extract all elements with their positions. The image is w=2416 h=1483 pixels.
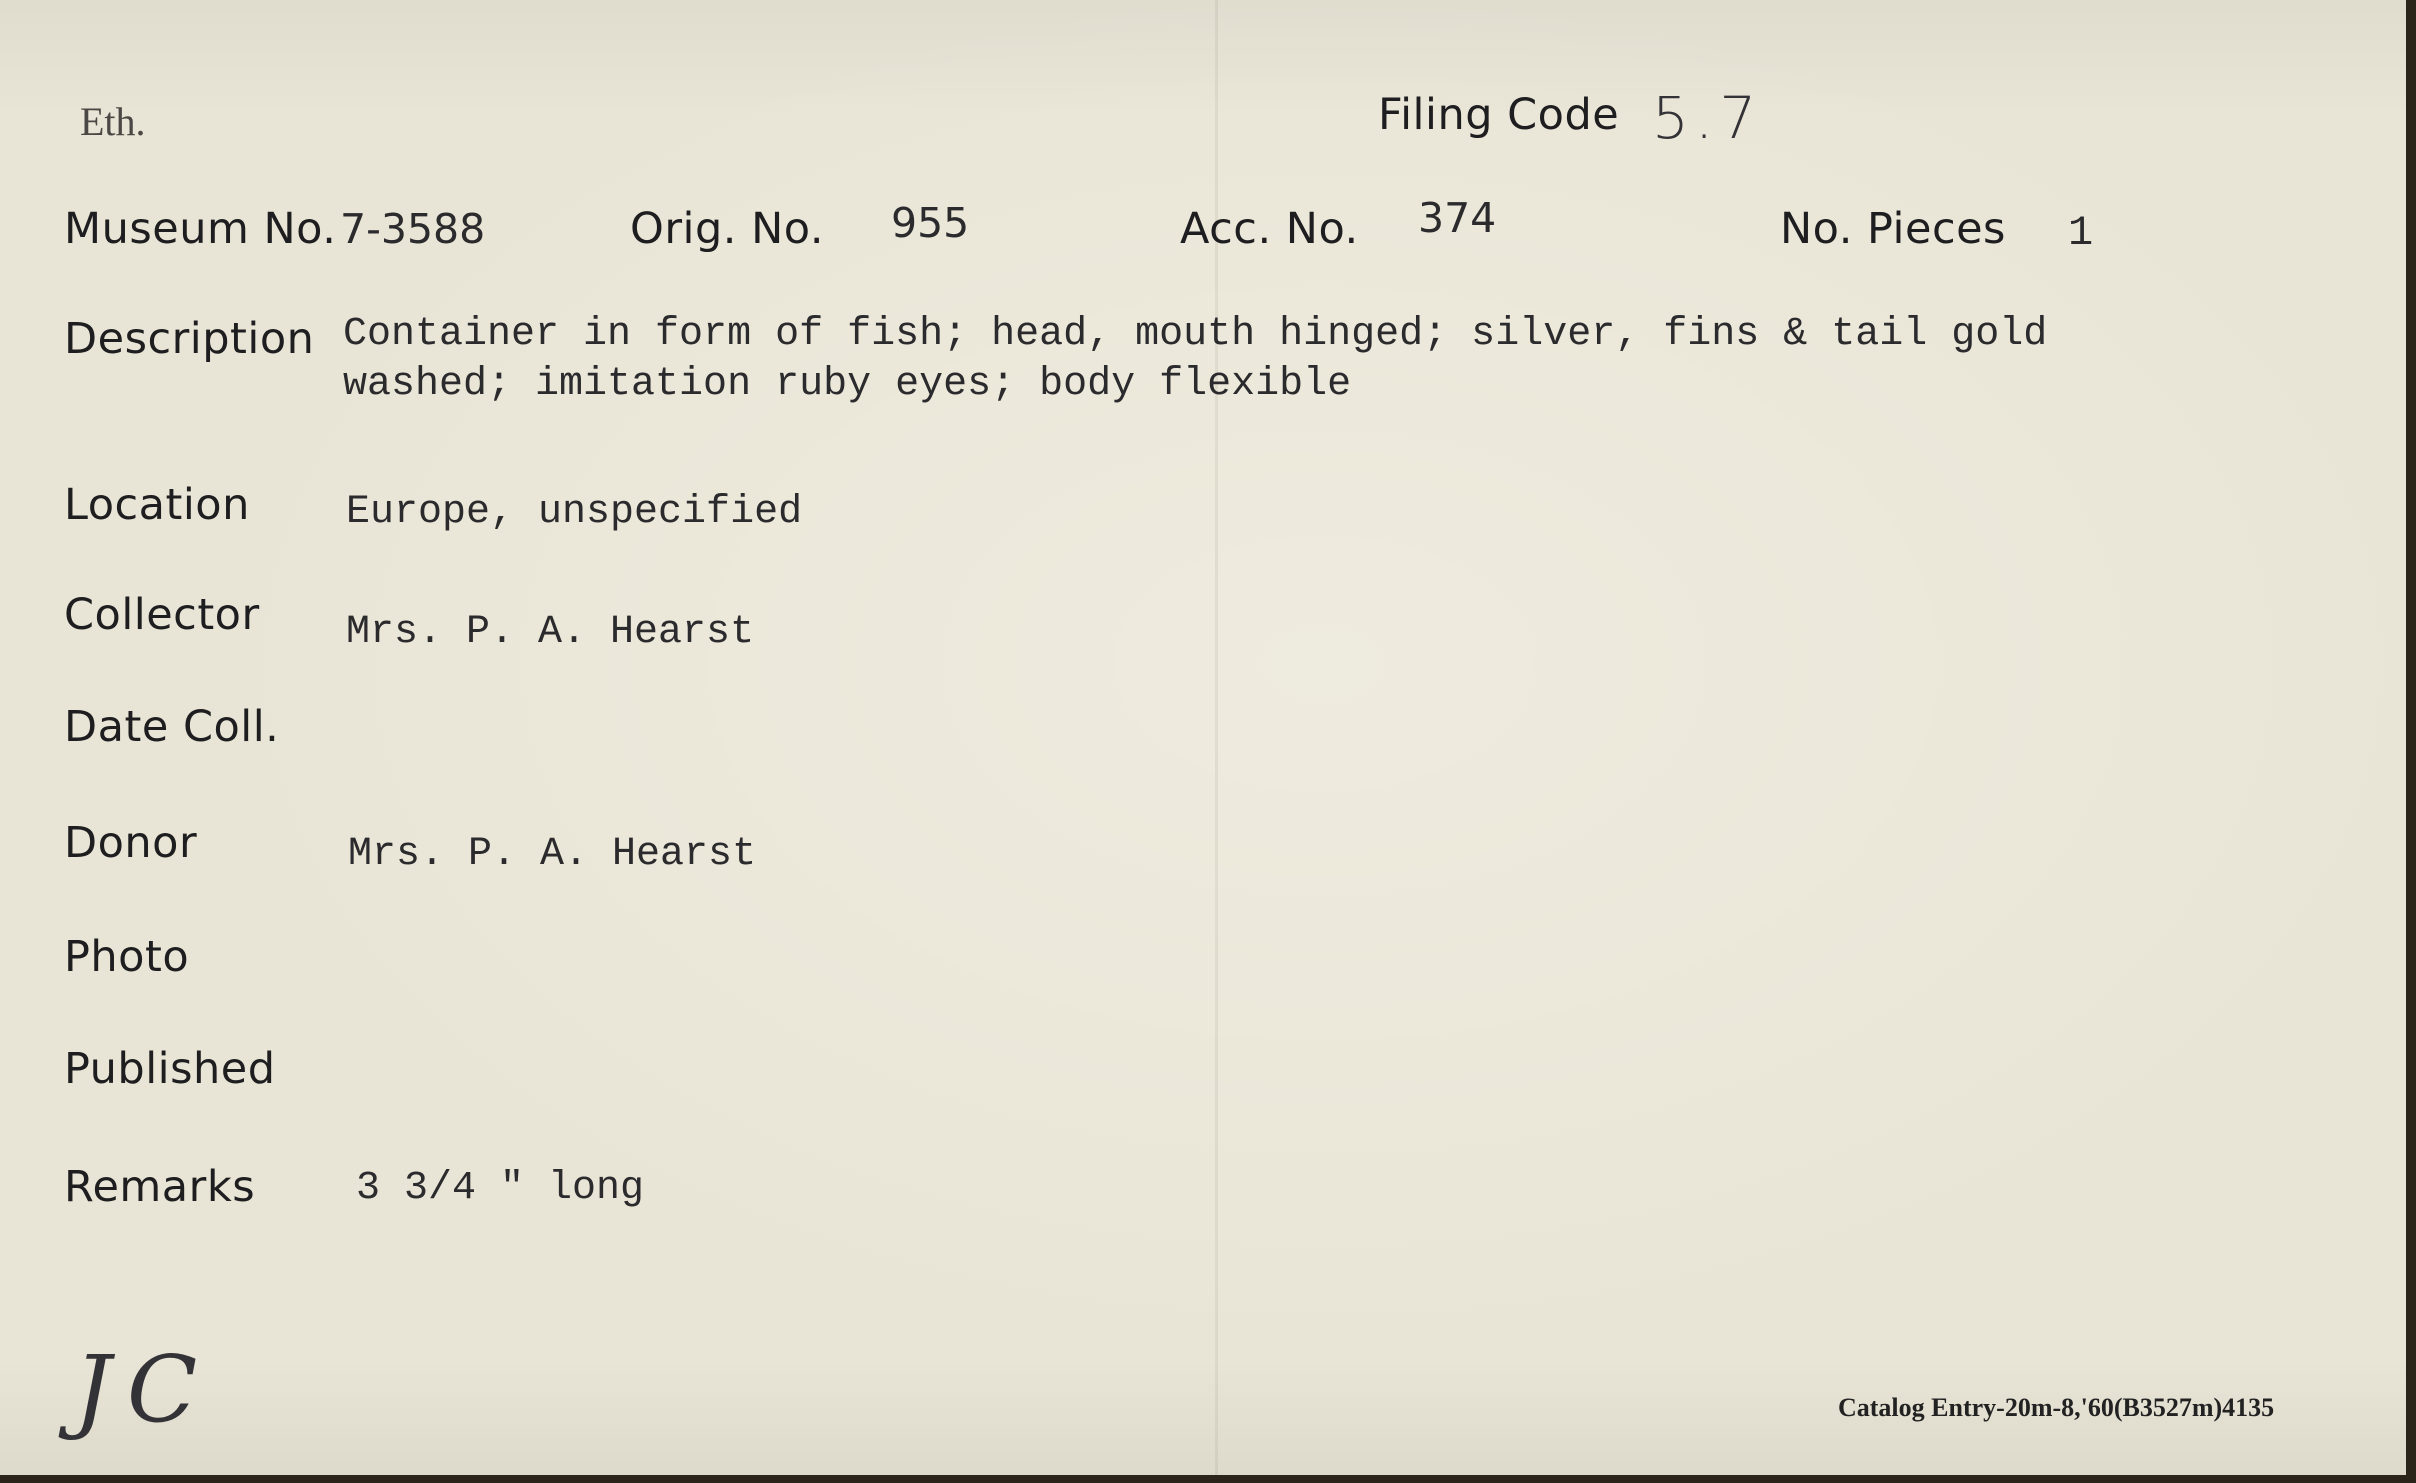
description-line-1: Container in form of fish; head, mouth hinged; silver, fins & tail gold <box>343 312 2048 357</box>
filing-code-label: Filing Code <box>1378 90 1620 140</box>
orig-no-value: 955 <box>891 199 970 247</box>
acc-no-label: Acc. No. <box>1180 204 1359 254</box>
museum-no-value: 7-3588 <box>340 205 486 253</box>
catalog-print-code: Catalog Entry-20m-8,'60(B3527m)4135 <box>1838 1393 2275 1422</box>
remarks-value: 3 3/4 " long <box>356 1166 645 1211</box>
no-pieces-value: 1 <box>2068 209 2094 257</box>
photo-label: Photo <box>64 932 190 982</box>
donor-value: Mrs. P. A. Hearst <box>348 832 757 877</box>
location-value: Europe, unspecified <box>346 490 803 535</box>
filing-code-value: 5.7 <box>1652 84 1763 152</box>
orig-no-label: Orig. No. <box>630 204 824 254</box>
no-pieces-label: No. Pieces <box>1780 204 2006 254</box>
donor-label: Donor <box>64 818 198 868</box>
description-label: Description <box>64 314 315 364</box>
collector-value: Mrs. P. A. Hearst <box>346 610 755 655</box>
location-label: Location <box>64 480 250 530</box>
department-label: Eth. <box>80 99 146 144</box>
published-label: Published <box>64 1044 276 1094</box>
date-coll-label: Date Coll. <box>64 702 280 752</box>
handwritten-initials: JC <box>74 1336 214 1443</box>
museum-no-label: Museum No. <box>64 204 337 254</box>
acc-no-value: 374 <box>1418 194 1497 242</box>
collector-label: Collector <box>64 590 260 640</box>
remarks-label: Remarks <box>64 1162 256 1212</box>
description-line-2: washed; imitation ruby eyes; body flexible <box>343 362 1352 407</box>
